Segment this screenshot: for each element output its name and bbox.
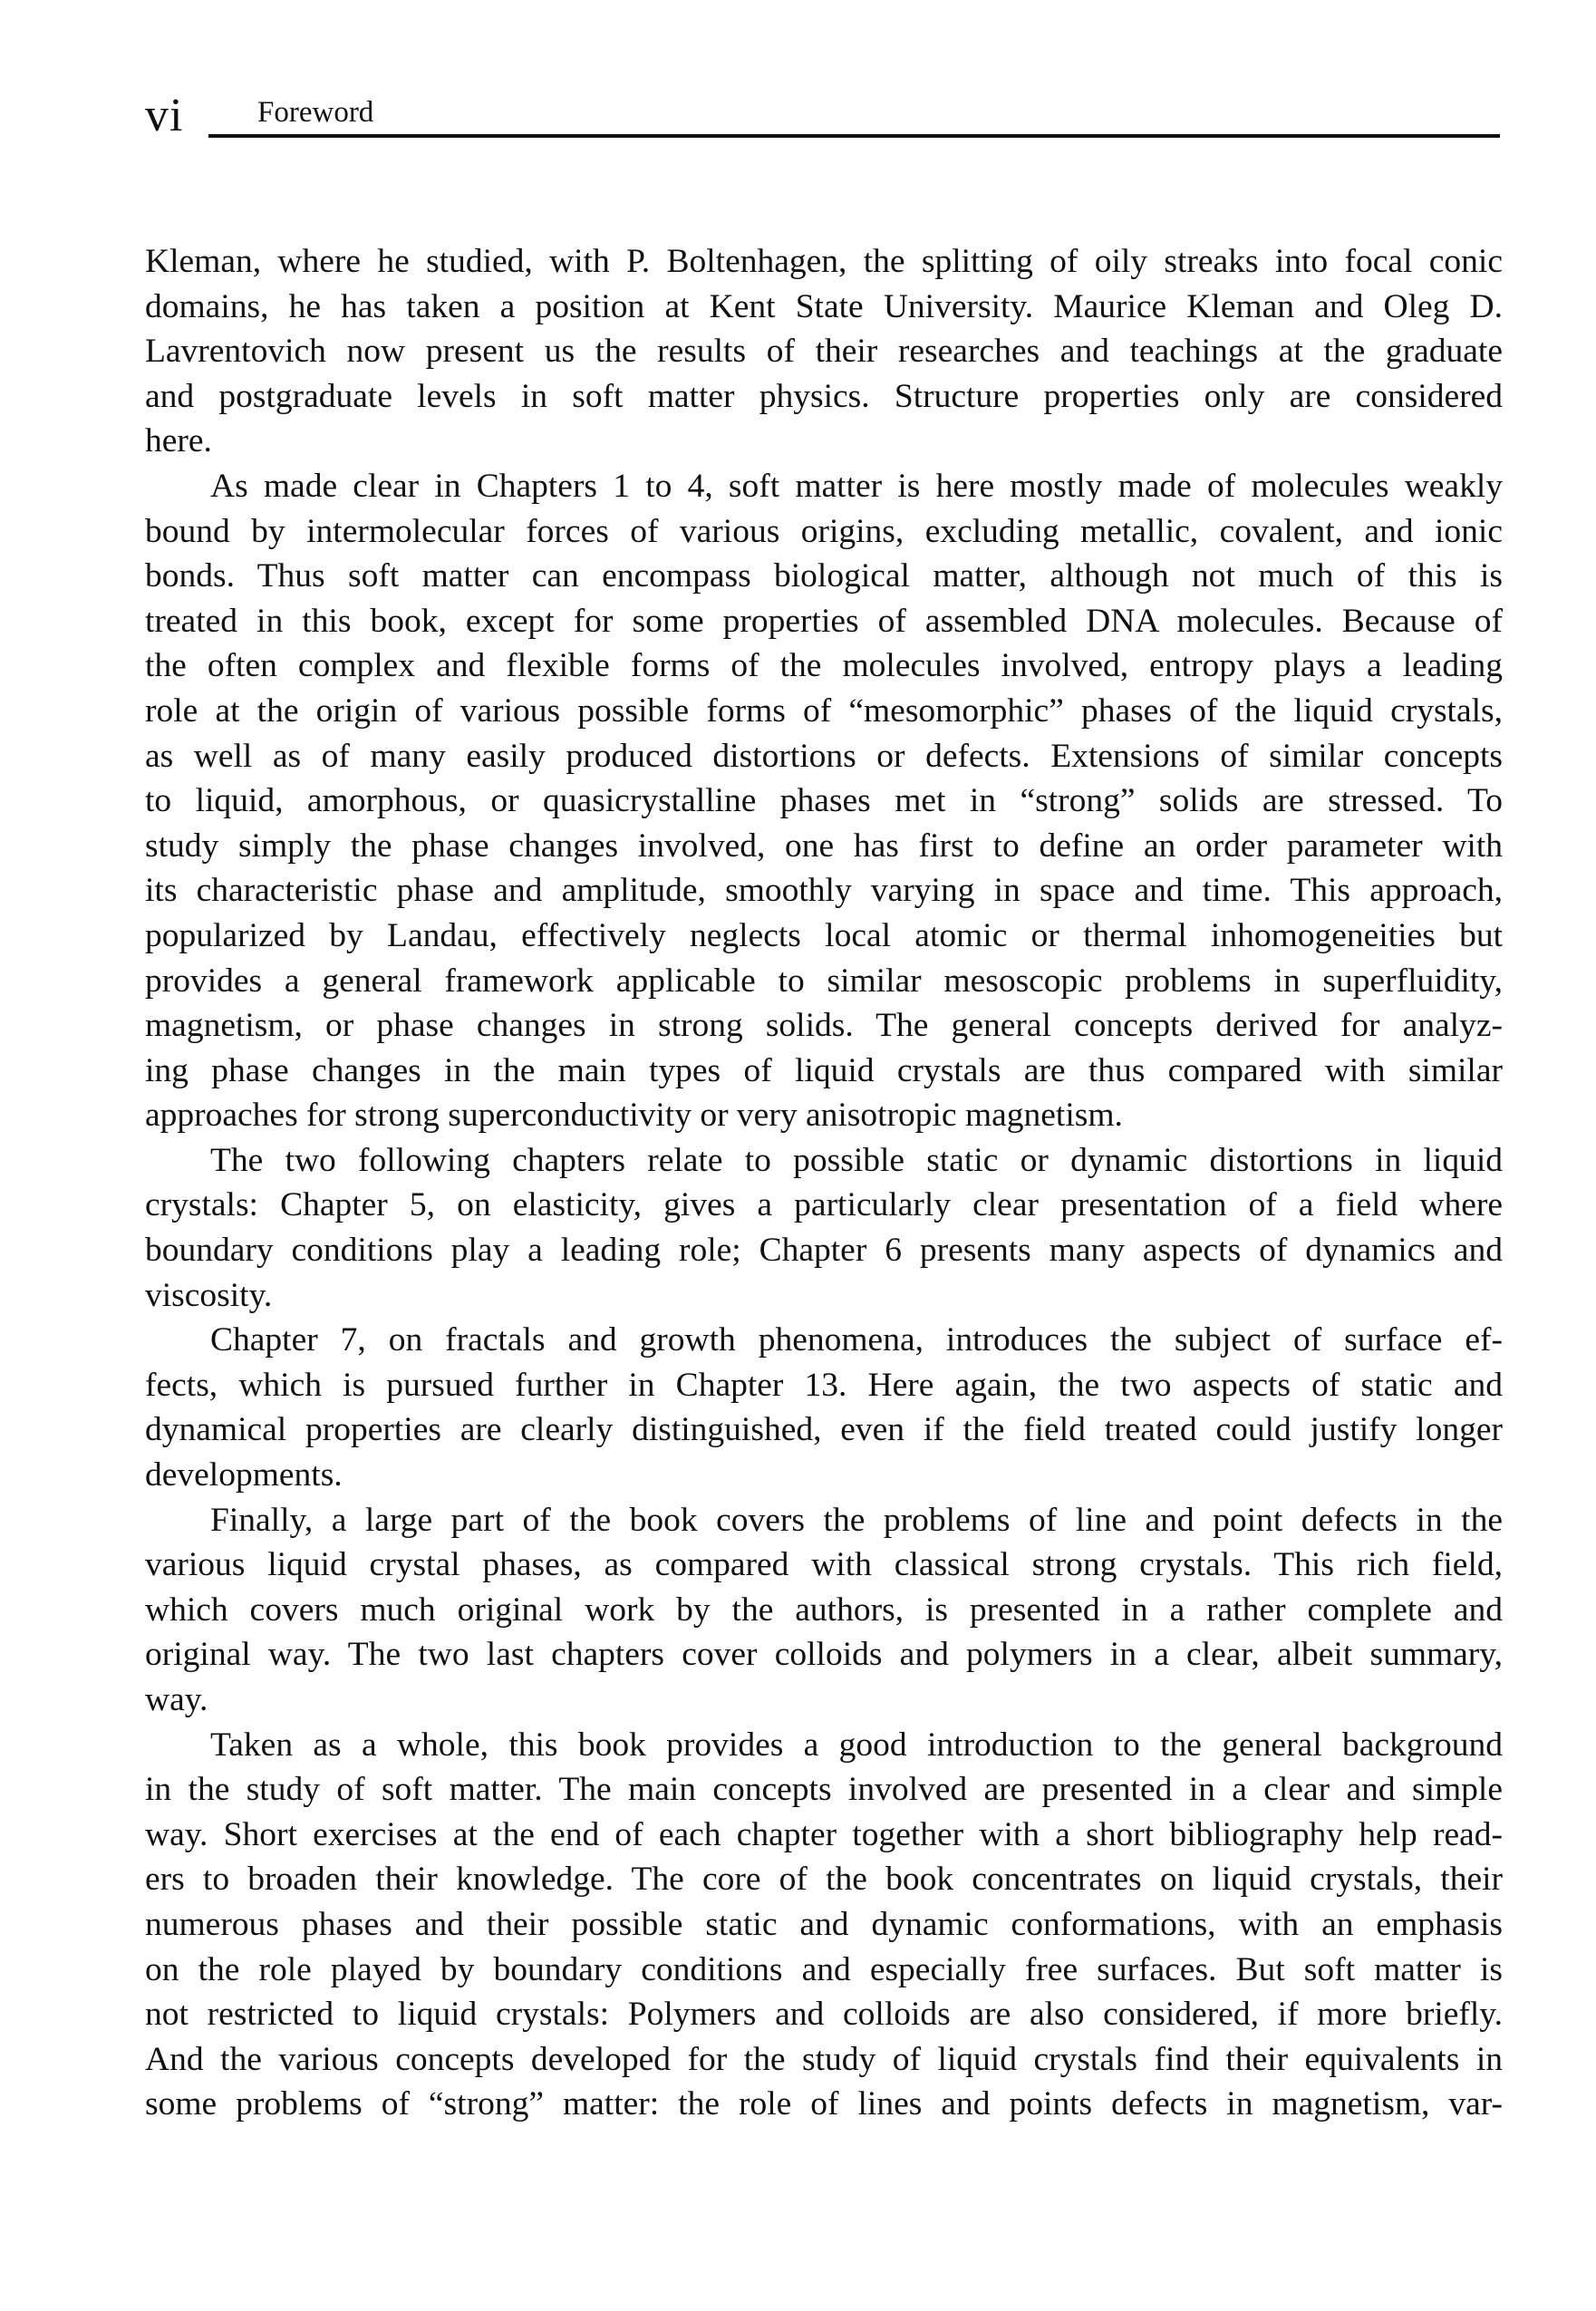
text-line: magnetism, or phase changes in strong solids. The general concepts derived for analyz- — [145, 1007, 1503, 1045]
paragraph — [145, 1318, 1503, 1497]
text-line: way. Short exercises at the end of each chapter together with a short bibliography help read- — [145, 1815, 1503, 1853]
text-line: the often complex and flexible forms of the molecules involved, entropy plays a leading — [145, 647, 1503, 685]
text-line: numerous phases and their possible static and dynamic conformations, with an emphasis — [145, 1905, 1503, 1943]
text-line: some problems of “strong” matter: the role of lines and points defects in magnetism, var- — [145, 2085, 1503, 2123]
paragraph — [145, 464, 1503, 1138]
text-line: boundary conditions play a leading role; Chapter 6 presents many aspects of dynamics and — [145, 1232, 1503, 1270]
paragraph — [145, 1723, 1503, 2127]
text-line: viscosity. — [145, 1276, 273, 1314]
text-line: not restricted to liquid crystals: Polymers and colloids are also considered, if more briefly. — [145, 1996, 1503, 2034]
paragraph — [145, 1498, 1503, 1723]
text-line: fects, which is pursued further in Chapter 13. Here again, the two aspects of static and — [145, 1366, 1503, 1404]
text-line: as well as of many easily produced distortions or defects. Extensions of similar concepts — [145, 737, 1503, 775]
page-number: vi — [145, 90, 184, 141]
text-line: ing phase changes in the main types of liquid crystals are thus compared with similar — [145, 1051, 1503, 1089]
text-line: original way. The two last chapters cover colloids and polymers in a clear, albeit summary, — [145, 1636, 1503, 1674]
text-line: Kleman, where he studied, with P. Boltenhagen, the splitting of oily streaks into focal conic — [145, 243, 1503, 280]
text-line: approaches for strong superconductivity or very anisotropic magnetism. — [145, 1097, 1123, 1135]
text-line: dynamical properties are clearly distinguished, even if the field treated could justify longer — [145, 1411, 1503, 1449]
text-line: treated in this book, except for some properties of assembled DNA molecules. Because of — [145, 602, 1503, 640]
text-line: domains, he has taken a position at Kent State University. Maurice Kleman and Oleg D. — [145, 287, 1503, 325]
text-line: ers to broaden their knowledge. The core of the book concentrates on liquid crystals, their — [145, 1861, 1503, 1899]
text-line: which covers much original work by the authors, is presented in a rather complete and — [145, 1591, 1503, 1629]
section-title: Foreword — [257, 96, 374, 129]
paragraph — [145, 239, 1503, 464]
text-line: Lavrentovich now present us the results of their researches and teachings at the graduate — [145, 333, 1503, 371]
text-line: role at the origin of various possible forms of “mesomorphic” phases of the liquid crystals, — [145, 691, 1503, 730]
running-head — [145, 91, 1500, 141]
text-line: in the study of soft matter. The main concepts involved are presented in a clear and simple — [145, 1771, 1503, 1809]
header-rule — [208, 134, 1500, 138]
text-line: various liquid crystal phases, as compared with classical strong crystals. This rich field, — [145, 1546, 1503, 1584]
text-line: Chapter 7, on fractals and growth phenomena, introduces the subject of surface ef- — [210, 1321, 1503, 1359]
text-line: here. — [145, 422, 212, 460]
text-line: crystals: Chapter 5, on elasticity, gives a particularly clear presentation of a field where — [145, 1186, 1503, 1224]
text-line: bonds. Thus soft matter can encompass biological matter, although not much of this is — [145, 557, 1503, 595]
text-line: Taken as a whole, this book provides a good introduction to the general background — [210, 1726, 1503, 1764]
text-line: and postgraduate levels in soft matter physics. Structure properties only are considered — [145, 377, 1503, 415]
text-line: way. — [145, 1681, 208, 1718]
text-line: Finally, a large part of the book covers the problems of line and point defects in the — [210, 1501, 1503, 1539]
text-line: developments. — [145, 1456, 343, 1494]
text-line: to liquid, amorphous, or quasicrystalline phases met in “strong” solids are stressed. To — [145, 782, 1503, 820]
text-line: its characteristic phase and amplitude, smoothly varying in space and time. This approach, — [145, 872, 1503, 910]
text-line: on the role played by boundary conditions and especially free surfaces. But soft matter is — [145, 1950, 1503, 1988]
text-line: As made clear in Chapters 1 to 4, soft matter is here mostly made of molecules weakly — [210, 467, 1503, 505]
text-line: provides a general framework applicable to similar mesoscopic problems in superfluidity, — [145, 962, 1503, 1000]
text-line: bound by intermolecular forces of various origins, excluding metallic, covalent, and ionic — [145, 512, 1503, 550]
body-text — [145, 239, 1503, 2127]
text-line: study simply the phase changes involved, one has first to define an order parameter with — [145, 827, 1503, 865]
text-line: The two following chapters relate to possible static or dynamic distortions in liquid — [210, 1141, 1503, 1179]
paragraph — [145, 1138, 1503, 1318]
text-line: popularized by Landau, effectively neglects local atomic or thermal inhomogeneities but — [145, 916, 1503, 954]
text-line: And the various concepts developed for the study of liquid crystals find their equivalents in — [145, 2040, 1503, 2078]
